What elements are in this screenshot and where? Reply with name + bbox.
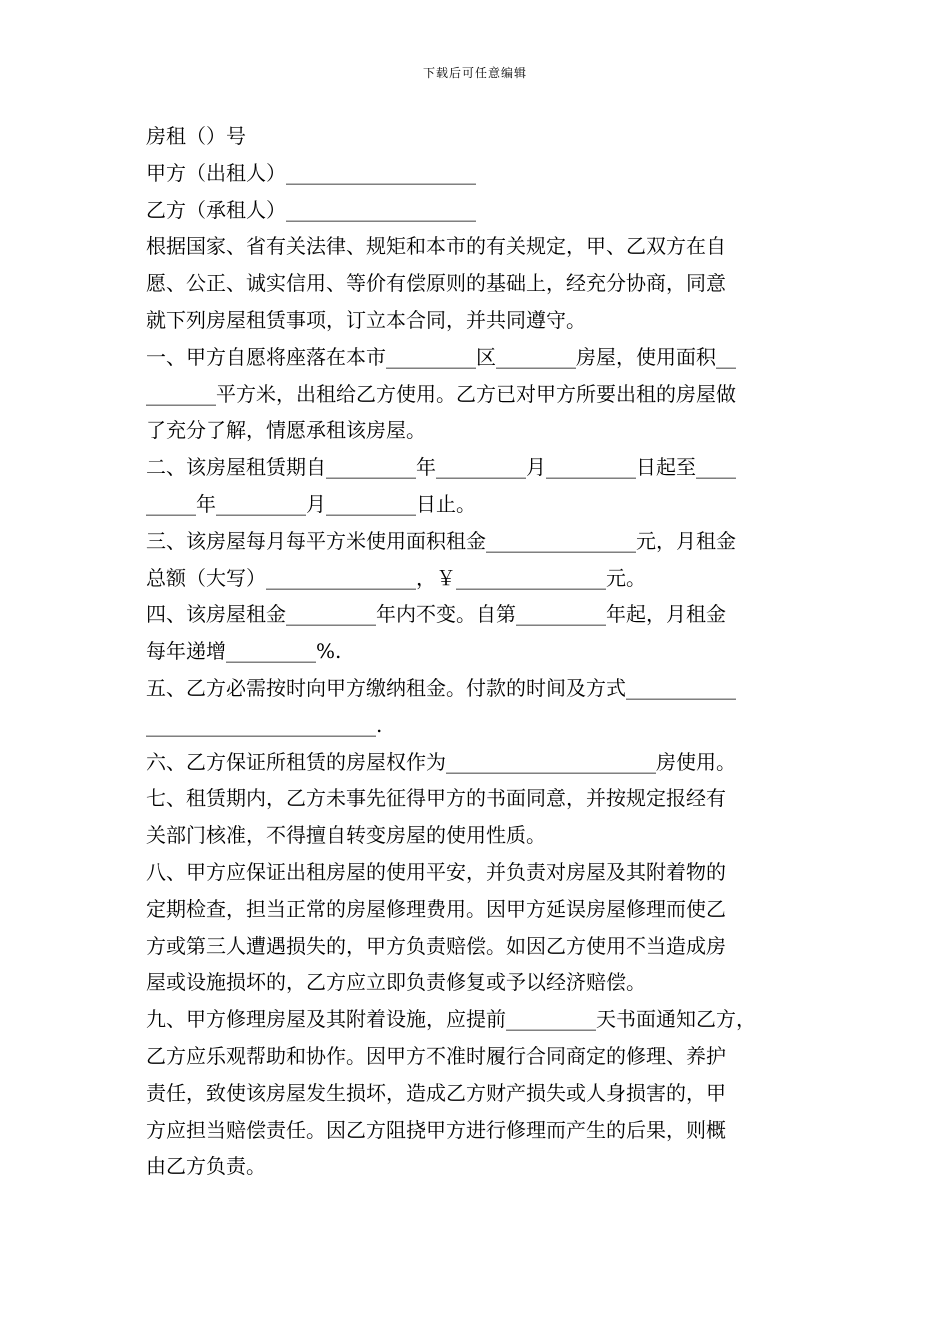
- clause-9-line: 九、甲方修理房屋及其附着设施，应提前_________天书面通知乙方，: [146, 1007, 756, 1032]
- contract-number-line: 房租（）号: [146, 124, 246, 148]
- clause-7-line: 七、租赁期内，乙方未事先征得甲方的书面同意，并按规定报经有: [146, 786, 726, 811]
- clause-1-line: _______平方米，出租给乙方使用。乙方已对甲方所要出租的房屋做: [146, 381, 736, 406]
- preamble-line: 愿、公正、诚实信用、等价有偿原则的基础上，经充分协商，同意: [146, 271, 726, 296]
- clause-3-line: 三、该房屋每月每平方米使用面积租金_______________元，月租金: [146, 528, 736, 553]
- clause-8-line: 八、甲方应保证出租房屋的使用平安，并负责对房屋及其附着物的: [146, 859, 726, 884]
- clause-2-line: 二、该房屋租赁期自_________年_________月_________日起至____: [146, 455, 736, 480]
- party-b-line: 乙方（承租人）___________________: [146, 197, 476, 222]
- clause-9-line: 乙方应乐观帮助和协作。因甲方不准时履行合同商定的修理、养护: [146, 1043, 726, 1068]
- clause-5-line: 五、乙方必需按时向甲方缴纳租金。付款的时间及方式___________: [146, 675, 736, 700]
- clause-3-line: 总额（大写）_______________，￥_______________元。: [146, 565, 646, 590]
- clause-7-line: 关部门核准，不得擅自转变房屋的使用性质。: [146, 823, 546, 848]
- page-header: 下载后可任意编辑: [422, 66, 527, 80]
- clause-1-line: 了充分了解，情愿承租该房屋。: [146, 418, 426, 443]
- clause-2-line: _____年_________月_________日止。: [146, 491, 476, 516]
- clause-5-line: _______________________.: [146, 712, 383, 737]
- clause-9-line: 方应担当赔偿责任。因乙方阻挠甲方进行修理而产生的后果，则概: [146, 1117, 726, 1142]
- clause-1-line: 一、甲方自愿将座落在本市_________区________房屋，使用面积__: [146, 344, 736, 369]
- clause-8-line: 屋或设施损坏的，乙方应立即负责修复或予以经济赔偿。: [146, 970, 646, 995]
- clause-4-line: 每年递增_________%.: [146, 639, 342, 664]
- clause-9-line: 责任，致使该房屋发生损坏，造成乙方财产损失或人身损害的，甲: [146, 1080, 726, 1105]
- clause-4-line: 四、该房屋租金_________年内不变。自第_________年起，月租金: [146, 602, 726, 627]
- contract-body: [146, 118, 808, 1185]
- clause-6-line: 六、乙方保证所租赁的房屋权作为_____________________房使用。: [146, 749, 736, 774]
- party-a-line: 甲方（出租人）___________________: [146, 160, 476, 185]
- clause-8-line: 定期检查，担当正常的房屋修理费用。因甲方延误房屋修理而使乙: [146, 896, 726, 921]
- preamble-line: 根据国家、省有关法律、规矩和本市的有关规定，甲、乙双方在自: [146, 234, 726, 259]
- clause-8-line: 方或第三人遭遇损失的，甲方负责赔偿。如因乙方使用不当造成房: [146, 933, 726, 958]
- preamble-line: 就下列房屋租赁事项，订立本合同，并共同遵守。: [146, 307, 586, 332]
- clause-9-line: 由乙方负责。: [146, 1154, 266, 1179]
